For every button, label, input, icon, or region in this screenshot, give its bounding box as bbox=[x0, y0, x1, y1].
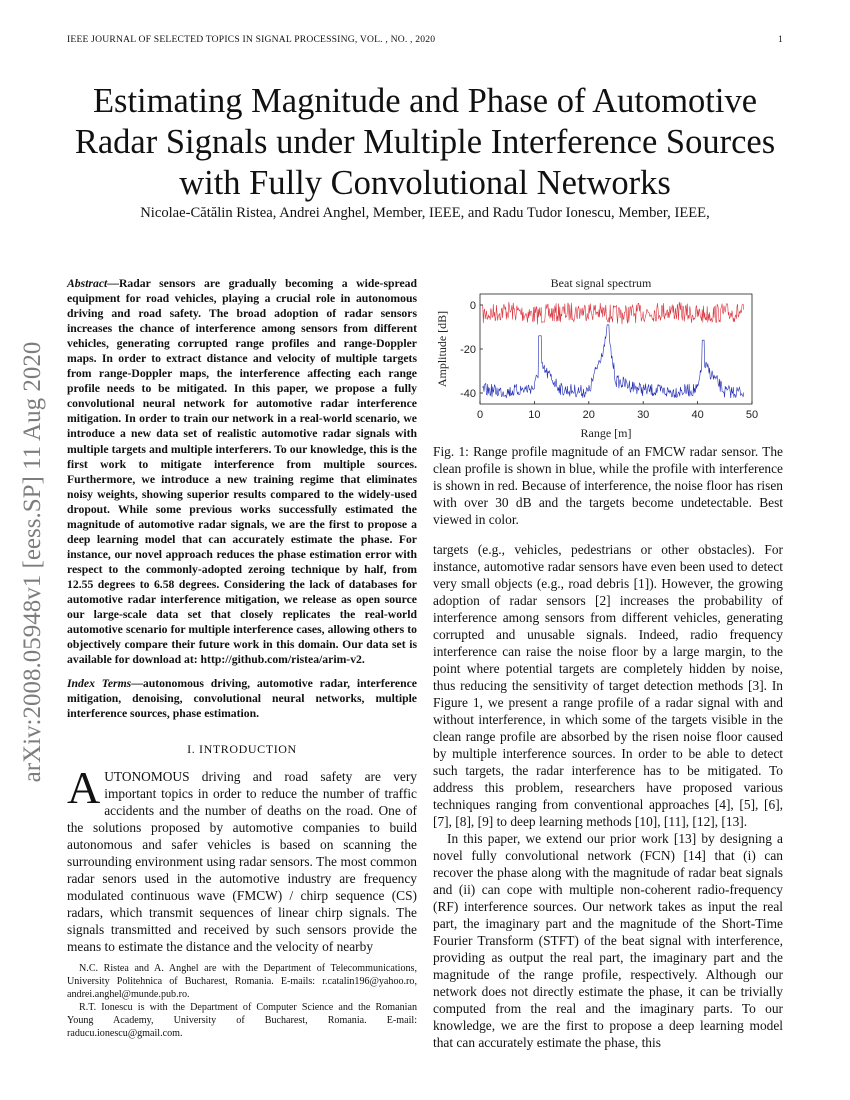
series-line-interference bbox=[483, 302, 744, 325]
y-axis-label: Amplitude [dB] bbox=[435, 310, 449, 388]
x-tick-label: 10 bbox=[528, 409, 541, 421]
section-heading: I. INTRODUCTION bbox=[187, 742, 297, 756]
journal-name: IEEE JOURNAL OF SELECTED TOPICS IN SIGNAL PROCESSING, VOL. , NO. , 2020 bbox=[67, 34, 436, 45]
chart-title: Beat signal spectrum bbox=[550, 276, 652, 290]
paragraph-contribution: In this paper, we extend our prior work [13] by designing a novel fully convolutional network (FCN) [14] that (i) can recover the phase along with the magnitude of radar beat signals and (ii) can cope with multiple non-coherent radio-frequency (RF) interference sources. Our network takes as input the real part, the imaginary part and the magnitude of the Short-Time Fourier Transform (STFT) of the beat signal with interference, providing as output the real part, the imaginary part and the magnitude of the range profile, respectively. Although our network does not directly estimate the phase, it can be trivially computed from the real and the imaginary parts. To our knowledge, we are the first to propose a deep learning model that can accurately estimate the phase, this bbox=[433, 831, 783, 1050]
running-header bbox=[67, 34, 783, 45]
y-tick-label: 0 bbox=[469, 300, 476, 312]
paper-title: Estimating Magnitude and Phase of Automotive Radar Signals under Multiple Interference Sources with Fully Convolutional Networks bbox=[74, 82, 776, 202]
abstract-text: —Radar sensors are gradually becoming a wide-spread equipment for road vehicles, playing a crucial role in autonomous driving and road safety. The broad adoption of radar sensors increases the chance of interference among sensors from different vehicles, generating corrupted range profiles and range-Doppler maps. In order to extract distance and velocity of multiple targets from range-Doppler maps, the interference affecting each range profile needs to be mitigated. In this paper, we propose a fully convolutional neural network for automotive radar interference mitigation. In order to train our network in a real-world scenario, we introduce a new data set of realistic automotive radar signals with multiple targets and multiple interferers. To our knowledge, this is the first work to mitigate interference from multiple sources. Furthermore, we introduce a new training regime that eliminates noisy weights, showing superior results compared to the widely-used dropout. While some previous works successfully estimated the magnitude of automotive radar signals, we are the first to propose a deep learning model that can accurately estimate the phase. For instance, our novel approach reduces the phase estimation error with respect to the commonly-adopted zeroing technique by half, from 12.55 degrees to 6.58 degrees. Considering the lack of databases for automotive radar interference mitigation, we release as open source our large-scale data set that closely replicates the real-world automotive scenario for multiple interference cases, allowing others to objectively compare their future work in this domain. Our data set is available for download at: http://github.com/ristea/arim-v2. bbox=[67, 277, 417, 667]
footnotes bbox=[67, 962, 417, 1041]
x-axis-label: Range [m] bbox=[580, 426, 632, 440]
x-tick-label: 20 bbox=[582, 409, 595, 421]
y-tick-label: -40 bbox=[460, 388, 476, 400]
drop-cap: A bbox=[67, 762, 101, 813]
footnote-affiliation-1: N.C. Ristea and A. Anghel are with the Department of Telecommunications, University Politehnica of Bucharest, Romania. E-mails: r.catalin196@yahoo.ro, andrei.anghel@munde.pub.ro. bbox=[67, 963, 417, 1001]
x-tick-label: 30 bbox=[637, 409, 650, 421]
y-tick-label: -20 bbox=[460, 344, 476, 356]
page-number: 1 bbox=[778, 34, 783, 45]
author-list: Nicolae-Cătălin Ristea, Andrei Anghel, Member, IEEE, and Radu Tudor Ionescu, Member, IEEE, bbox=[140, 205, 710, 221]
abstract bbox=[67, 276, 417, 667]
introduction-text bbox=[67, 762, 417, 955]
abstract-label: Abstract bbox=[67, 277, 108, 290]
footnote-affiliation-2: R.T. Ionescu is with the Department of Computer Science and the Romanian Young Academy, University of Bucharest, Romania. E-mail: raducu.ionescu@gmail.com. bbox=[67, 1002, 417, 1040]
index-terms bbox=[67, 676, 417, 721]
series-line-clean bbox=[483, 325, 744, 398]
index-terms-label: Index Terms bbox=[67, 677, 132, 690]
x-tick-label: 50 bbox=[745, 409, 759, 421]
index-terms-text: —autonomous driving, automotive radar, interference mitigation, denoising, convolutional neural networks, multiple interference sources, phase estimation. bbox=[67, 677, 417, 721]
figure-caption: Fig. 1: Range profile magnitude of an FMCW radar sensor. The clean profile is shown in blue, while the profile with interference is shown in red. Because of interference, the noise floor has risen with over 30 dB and the targets become undetectable. Best viewed in color. bbox=[433, 444, 783, 527]
paragraph-targets: targets (e.g., vehicles, pedestrians or other obstacles). For instance, automotive radar sensors have even been used to detect very small objects (e.g., road debris [1]). However, the growing adoption of radar sensors [2] increases the probability of interference among sensors from different vehicles, generating corrupted and unusable signals. Indeed, radio frequency interference can raise the noise floor by a large margin, to the point where potential targets are completely hidden by noise, thus reducing the sensitivity of target detection methods [3]. In Figure 1, we present a range profile of a radar signal with and without interference, in which some of the targets visible in the clean range profile are absorbed by the risen noise floor caused by multiple interference sources. In order to be able to detect such targets, the radar interference has to be mitigated. To address this problem, researchers have proposed various techniques ranging from conventional approaches [4], [5], [6], [7], [8], [9] to deep learning methods [10], [11], [12], [13]. bbox=[433, 542, 783, 829]
figure-1-chart bbox=[430, 272, 770, 440]
right-column-text bbox=[433, 541, 783, 1051]
intro-paragraph: UTONOMOUS driving and road safety are very important topics in order to reduce the number of traffic accidents and the number of deaths on the road. One of the solutions proposed by automotive companies to build autonomous and safer vehicles is based on scanning the surrounding environment using radar sensors. The most common radar senors used in the automotive industry are frequency modulated continuous wave (FMCW) / chirp sequence (CS) radars, which transmit sequences of linear chirp signals. The signals transmitted and received by such sensors provide the means to estimate the distance and the velocity of nearby bbox=[67, 769, 417, 954]
arxiv-stamp[interactable]: arXiv:2008.05948v1 [eess.SP] 11 Aug 2020 bbox=[19, 341, 46, 783]
x-tick-label: 0 bbox=[476, 409, 484, 421]
x-tick-label: 40 bbox=[691, 409, 704, 421]
